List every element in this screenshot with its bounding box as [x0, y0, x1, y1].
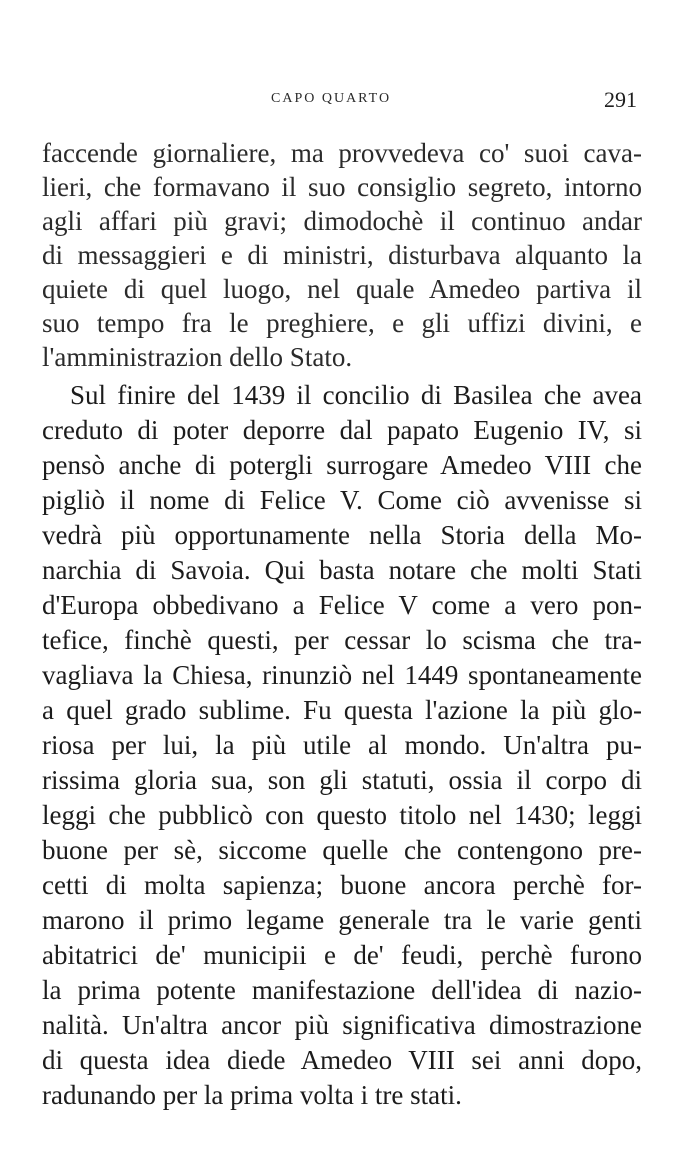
- text-line: Sul finire del 1439 il concilio di Basilea che avea: [70, 380, 642, 410]
- text-line: vagliava la Chiesa, rinunziò nel 1449 spontaneamente: [42, 660, 642, 690]
- text-line: vedrà più opportunamente nella Storia della Mo-: [42, 520, 642, 550]
- text-line: di messaggieri e di ministri, disturbava alquanto la: [42, 240, 642, 270]
- text-line: la prima potente manifestazione dell'idea di nazio-: [42, 975, 642, 1005]
- text-line: suo tempo fra le preghiere, e gli uffizi divini, e: [42, 308, 642, 338]
- text-line: l'amministrazion dello Stato.: [42, 342, 353, 372]
- text-line: rissima gloria sua, son gli statuti, ossia il corpo di: [42, 765, 642, 795]
- text-line: abitatrici de' municipii e de' feudi, perchè furono: [42, 940, 642, 970]
- text-line: quiete di quel luogo, nel quale Amedeo partiva il: [42, 274, 642, 304]
- text-line: tefice, finchè questi, per cessar lo scisma che tra-: [42, 625, 642, 655]
- text-line: narchia di Savoia. Qui basta notare che molti Stati: [42, 555, 642, 585]
- text-line: nalità. Un'altra ancor più significativa dimostrazione: [42, 1010, 642, 1040]
- text-line: marono il primo legame generale tra le varie genti: [42, 905, 642, 935]
- text-line: d'Europa obbedivano a Felice V come a vero pon-: [42, 590, 642, 620]
- text-line: riosa per lui, la più utile al mondo. Un'altra pu-: [42, 730, 642, 760]
- text-line: faccende giornaliere, ma provvedeva co' suoi cava-: [42, 138, 642, 168]
- text-line: pensò anche di potergli surrogare Amedeo VIII che: [42, 450, 642, 480]
- text-line: di questa idea diede Amedeo VIII sei anni dopo,: [42, 1045, 642, 1075]
- text-line: creduto di poter deporre dal papato Eugenio IV, si: [42, 415, 642, 445]
- text-line: a quel grado sublime. Fu questa l'azione la più glo-: [42, 695, 642, 725]
- text-line: agli affari più gravi; dimodochè il continuo andar: [42, 206, 642, 236]
- text-line: lieri, che formavano il suo consiglio segreto, intorno: [42, 172, 642, 202]
- text-line: buone per sè, siccome quelle che contengono pre-: [42, 835, 642, 865]
- text-line: leggi che pubblicò con questo titolo nel 1430; leggi: [42, 800, 642, 830]
- page-number: 291: [604, 87, 637, 112]
- text-line: pigliò il nome di Felice V. Come ciò avvenisse si: [42, 485, 642, 515]
- running-title: CAPO QUARTO: [271, 91, 392, 106]
- text-line: cetti di molta sapienza; buone ancora perchè for-: [42, 870, 642, 900]
- text-line: radunando per la prima volta i tre stati.: [42, 1080, 462, 1110]
